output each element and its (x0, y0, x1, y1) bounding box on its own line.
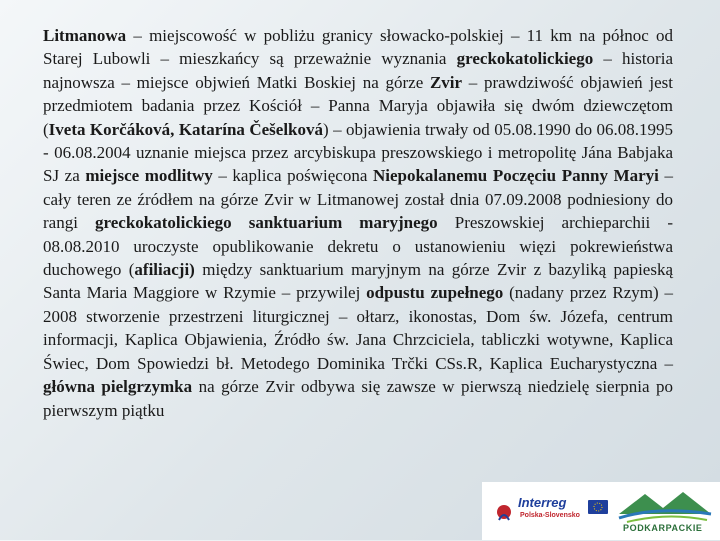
bold-run: greckokatolickiego (456, 49, 594, 69)
bold-run: Iveta Korčáková, Katarína Češelková (48, 119, 323, 139)
text-run: – historia najnowsza – miejsce objwień Matki Boskiej na górze (43, 49, 673, 92)
interreg-subtitle: Polska-Slovensko (520, 512, 580, 519)
text-run: Preszowskiej archieparchii - 08.08.2010 uroczyste opublikowanie dekretu o ustanowieniu więzi pokrewieństwa duchowego ( (43, 213, 674, 280)
text-run: – prawdziwość objawień jest przedmiotem badania przez Kościół – Panna Maryja objawiła się dwóm dziewczętom ( (43, 72, 673, 139)
interreg-logo (490, 488, 605, 536)
logo-strip (482, 482, 720, 540)
bold-run: główna pielgrzymka (43, 377, 193, 397)
text-run: (nadany przez Rzym) – 2008 stworzenie przestrzeni liturgicznej – ołtarz, ikonostas, Dom św. Józefa, centrum informacji, Kaplica Objawienia, Źródło św. Jana Chrzciciela, tabliczki wotywne, Kaplica Świec, Dom Spowiedzi bł. Metodego Dominika Trčki CSs.R, Kaplica Eucharystyczna – (43, 283, 673, 373)
podkarpackie-text: PODKARPACKIE (623, 523, 703, 533)
text-run: – miejscowość w pobliżu granicy słowacko-polskiej – 11 km na północ od Starej Lubowli – mieszkańcy są przeważnie wyznania (43, 26, 673, 69)
eu-flag-icon (588, 500, 608, 514)
bold-run: Litmanowa (43, 26, 127, 45)
bold-run: odpustu zupełnego (366, 283, 504, 303)
text-run: na górze Zvir odbywa się zawsze w pierwszą niedzielę sierpnia po pierwszym piątku (43, 377, 674, 420)
text-run: – kaplica poświęcona (212, 166, 373, 186)
bold-run: miejsce modlitwy (85, 166, 213, 186)
bold-run: Niepokalanemu Poczęciu Panny Maryi (372, 166, 659, 186)
podkarpackie-logo (607, 484, 720, 538)
bold-run: Zvir (429, 72, 463, 92)
bold-run: greckokatolickiego sanktuarium maryjnego (95, 213, 438, 233)
text-run: między sanktuarium maryjnym na górze Zvir z bazyliką papieską Santa Maria Maggiore w Rzymie – przywilej (43, 260, 673, 303)
mountains-icon (607, 484, 720, 524)
bold-run: afiliacji) (134, 260, 195, 280)
text-run: – cały teren ze źródłem na górze Zvir w Litmanowej został dnia 07.09.2008 podniesiony do rangi (43, 166, 673, 233)
body-paragraph (43, 24, 673, 422)
interreg-word: Interreg (518, 495, 567, 510)
text-run: ) – objawienia trwały od 05.08.1990 do 06.08.1995 - 06.08.2004 uznanie miejsca przez arcybiskupa preszowskiego i metropolitę Jána Babjaka SJ za (43, 119, 673, 186)
